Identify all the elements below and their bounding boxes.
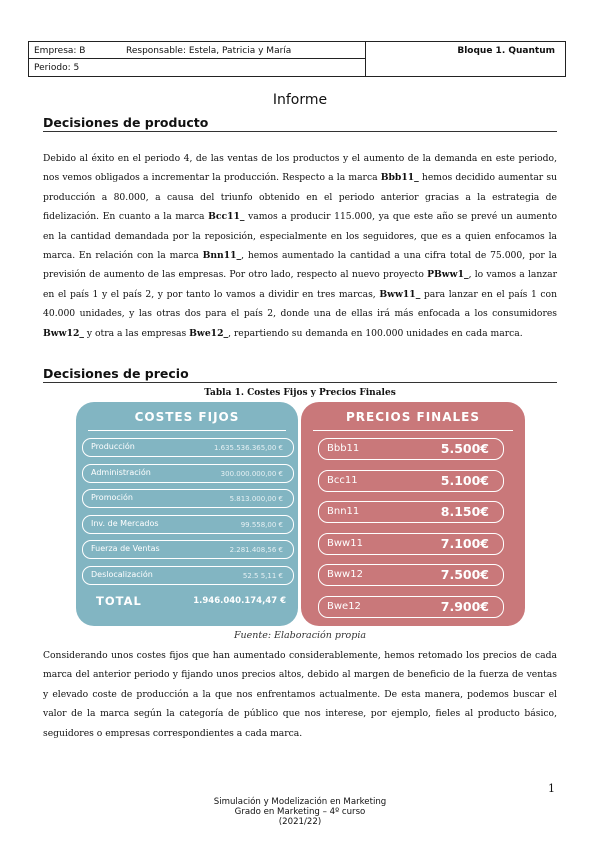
brand-name: Bww12_ [43,327,84,339]
precio-value: 5.100€ [440,472,489,488]
paragraph-precio: Considerando unos costes fijos que han aumentado considerablemente, hemos retomado los precios de cada marca del anterior periodo y fijando unos precios altos, debido al margen de beneficio de la fuerza de ventas y elevado coste de producción a la que nos enfrentamos actualmente. De esta manera, podemos buscar el valor de la marca según la categoría de público que nos interese, por ejemplo, fieles al producto básico, seguidores o empresas correspondientes a cada marca. [43,650,557,739]
coste-value: 5.813.000,00 € [229,495,283,503]
coste-row [82,540,294,559]
coste-label: Promoción [91,493,133,502]
coste-value: 2.281.408,56 € [229,546,283,554]
precio-row [318,564,504,586]
title-divider [313,430,513,431]
total-value: 1.946.040.174,47 € [193,596,286,606]
brand-name: Bcc11_ [208,211,245,223]
coste-value: 52.5 5,11 € [242,571,283,580]
brand-name: Bww11_ [379,288,421,300]
coste-label: Administración [91,467,151,477]
precio-row [318,438,504,460]
text-run: y otra a las empresas [83,327,190,339]
title-divider [88,430,286,431]
precio-label: Bww12 [327,569,363,580]
header-divider [29,58,365,59]
bloque: Bloque 1. Quantum [457,46,555,56]
coste-value: 300.000.000,00 € [220,469,283,478]
costes-total [82,590,294,612]
brand-name: PBww1_ [427,269,469,281]
precio-value: 7.900€ [440,598,489,614]
precio-row [318,501,504,523]
precio-value: 7.500€ [440,567,489,582]
precio-row [318,533,504,555]
responsable: Responsable: Estela, Patricia y María [126,46,292,56]
table-source: Fuente: Elaboración propia [233,630,367,641]
header-table [28,41,566,77]
footer-line-2: Grado en Marketing – 4º curso [234,807,366,817]
table-caption: Tabla 1. Costes Fijos y Precios Finales [204,388,396,398]
costes-fijos-panel [76,402,298,626]
coste-row [82,489,294,508]
coste-label: Inv. de Mercados [91,518,159,528]
coste-row [82,566,294,585]
precio-row [318,470,504,492]
text-run: para lanzar en el país 1 con 40.000 unidades, y las otras dos para el país 2, donde una de ellas irá más enfocada a los consumidores [43,288,557,320]
page-number: 1 [548,782,555,795]
text-run: Debido al éxito en el periodo 4, de las ventas de los productos y el aumento de la demanda en este periodo, nos vemos obligados a incrementar la producción. Respecto a la marca [43,153,557,184]
precio-label: Bww11 [327,537,363,549]
text-run: , hemos aumentado la cantidad a una cifra total de 75.000, por la previsión de aumento de las empresas. Por otro lado, respecto al nuevo proyecto [43,250,557,281]
brand-name: Bbb11_ [380,172,419,184]
precio-label: Bnn11 [327,506,360,517]
paragraph-producto [43,149,557,343]
brand-name: Bnn11_ [202,250,242,262]
precio-label: Bbb11 [327,443,360,454]
precio-value: 5.500€ [440,441,489,456]
precio-label: Bwe12 [327,600,361,612]
text-run: , lo vamos a lanzar en el país 1 y el país 2, y por tanto lo vamos a dividir en tres marcas, [43,269,557,300]
periodo: Periodo: 5 [34,63,80,73]
coste-label: Fuerza de Ventas [91,544,160,553]
total-label: TOTAL [96,594,142,608]
empresa: Empresa: B [34,46,86,56]
coste-label: Deslocalización [91,569,153,579]
page-title: Informe [272,92,328,108]
brand-name: Bwe12_ [189,327,229,339]
footer-line-1: Simulación y Modelización en Marketing [213,797,387,807]
heading-underline [43,131,557,132]
text-run: vamos a producir 115.000, ya que este año se prevé un aumento en la cantidad demandada por la reposición, especialmente en los seguidores, que es a quien enfocamos la marca. En relación con la marca [43,211,557,262]
precio-label: Bcc11 [327,474,358,486]
coste-value: 1.635.536.365,00 € [213,444,283,452]
precios-title: PRECIOS FINALES [345,410,480,424]
page-footer [0,797,600,827]
precio-row [318,596,504,618]
section-heading-producto: Decisiones de producto [43,115,209,130]
heading-underline [43,382,557,383]
costes-title: COSTES FIJOS [134,410,240,424]
coste-row [82,515,294,534]
text-run: , repartiendo su demanda en 100.000 unidades en cada marca. [228,327,523,339]
precios-finales-panel [301,402,525,626]
section-heading-precio: Decisiones de precio [43,366,189,381]
coste-row [82,464,294,483]
header-left-cell [29,42,366,76]
precio-value: 8.150€ [440,504,489,519]
coste-row [82,438,294,457]
coste-value: 99.558,00 € [240,520,283,529]
precio-value: 7.100€ [440,535,489,551]
text-run: hemos decidido aumentar su producción a 80.000, a causa del triunfo obtenido en el periodo anterior gracias a la estrategia de fidelización. En cuanto a la marca [43,172,557,223]
footer-line-3: (2021/22) [278,817,322,827]
coste-label: Producción [91,442,135,451]
